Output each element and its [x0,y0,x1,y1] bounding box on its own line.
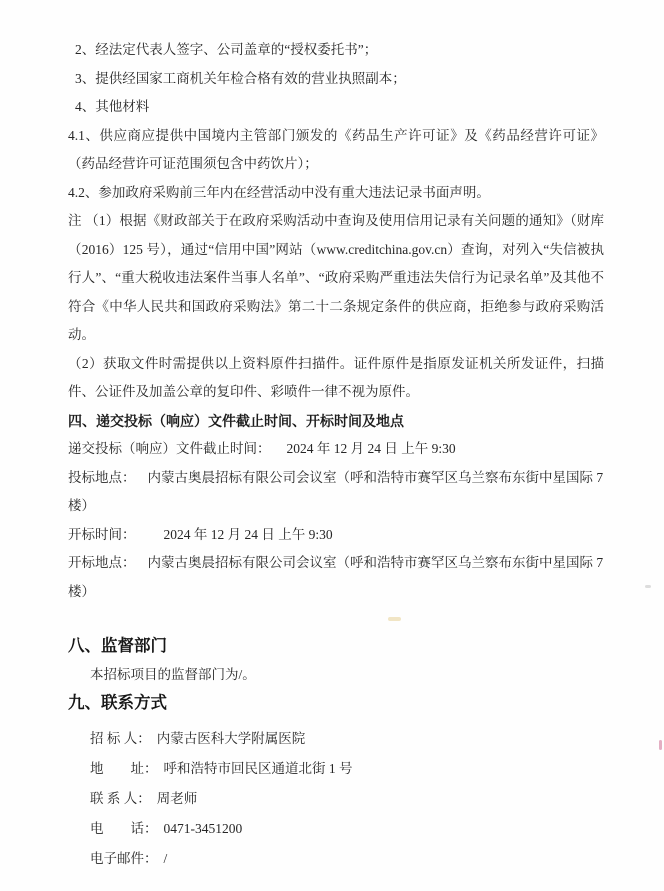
contact-address-value: 呼和浩特市回民区通道北街 1 号 [163,760,353,776]
contact-email-value: / [163,850,168,866]
opening-time-label: 开标时间： [68,526,136,542]
list-item-business-license: 3、提供经国家工商机关年检合格有效的营业执照副本； [75,70,406,86]
contact-address-label: 地 址： [90,760,158,776]
contact-block [68,724,604,874]
contact-person-value: 周老师 [156,790,198,806]
scan-artifact-grey [645,585,651,588]
contact-phone-line [90,814,604,844]
contact-bidder-label: 招 标 人： [90,730,151,746]
note-credit-record-check: 注 （1）根据《财政部关于在政府采购活动中查询及使用信用记录有关问题的通知》（财库（2016）125 号），通过“信用中国”网站（www.creditchina.gov.cn）查询，对列入“失信被执行人”、“重大税收违法案件当事人名单”、“政府采购严重违法失信行为记录名单”及其他不符合《中华人民共和国政府采购法》第二十二条规定条件的供应商，拒绝参与政府采购活动。 [68,213,604,342]
contact-email-label: 电子邮件： [90,850,158,866]
contact-phone-value: 0471-3451200 [163,820,243,836]
list-item-other-materials: 4、其他材料 [75,99,150,114]
opening-place-line [68,549,604,606]
section-heading-contact: 九、联系方式 [68,694,167,712]
opening-place-label: 开标地点： [68,555,136,570]
list-item-authorization: 2、经法定代表人签字、公司盖章的“授权委托书”； [75,42,378,57]
opening-place-value: 内蒙古奥晨招标有限公司会议室（呼和浩特市赛罕区乌兰察布东街中星国际 7 楼） [68,555,604,599]
submission-deadline-value: 2024 年 12 月 24 日 上午 9:30 [286,441,456,456]
contact-person-label: 联 系 人： [90,790,151,806]
submission-deadline-line [68,435,604,464]
section-heading-submission: 四、递交投标（响应）文件截止时间、开标时间及地点 [68,412,404,429]
submission-deadline-label: 递交投标（响应）文件截止时间： [68,441,271,456]
clause-no-violation-declaration: 4.2、参加政府采购前三年内在经营活动中没有重大违法记录书面声明。 [68,184,490,200]
scan-artifact-pink [659,740,662,750]
contact-address-line [90,754,604,784]
bid-place-label: 投标地点： [68,469,136,485]
bid-place-value: 内蒙古奥晨招标有限公司会议室（呼和浩特市赛罕区乌兰察布东街中星国际 7 楼） [68,469,604,513]
note-original-documents: （2）获取文件时需提供以上资料原件扫描件。证件原件是指原发证机关所发证件，扫描件、公证件及加盖公章的复印件、彩喷件一律不视为原件。 [68,355,604,399]
scan-artifact-yellow [388,617,401,621]
opening-time-line [68,521,604,550]
opening-time-value: 2024 年 12 月 24 日 上午 9:30 [163,526,333,542]
supervision-text: 本招标项目的监督部门为/。 [90,666,256,682]
contact-bidder-value: 内蒙古医科大学附属医院 [156,730,306,746]
clause-drug-licenses: 4.1、供应商应提供中国境内主管部门颁发的《药品生产许可证》及《药品经营许可证》（药品经营许可证范围须包含中药饮片）； [68,127,604,171]
contact-phone-label: 电 话： [90,820,158,836]
bid-place-line [68,464,604,521]
contact-email-line [90,844,604,874]
section-heading-supervision: 八、监督部门 [68,637,167,655]
contact-person-line [90,784,604,814]
contact-bidder-line [90,724,604,754]
